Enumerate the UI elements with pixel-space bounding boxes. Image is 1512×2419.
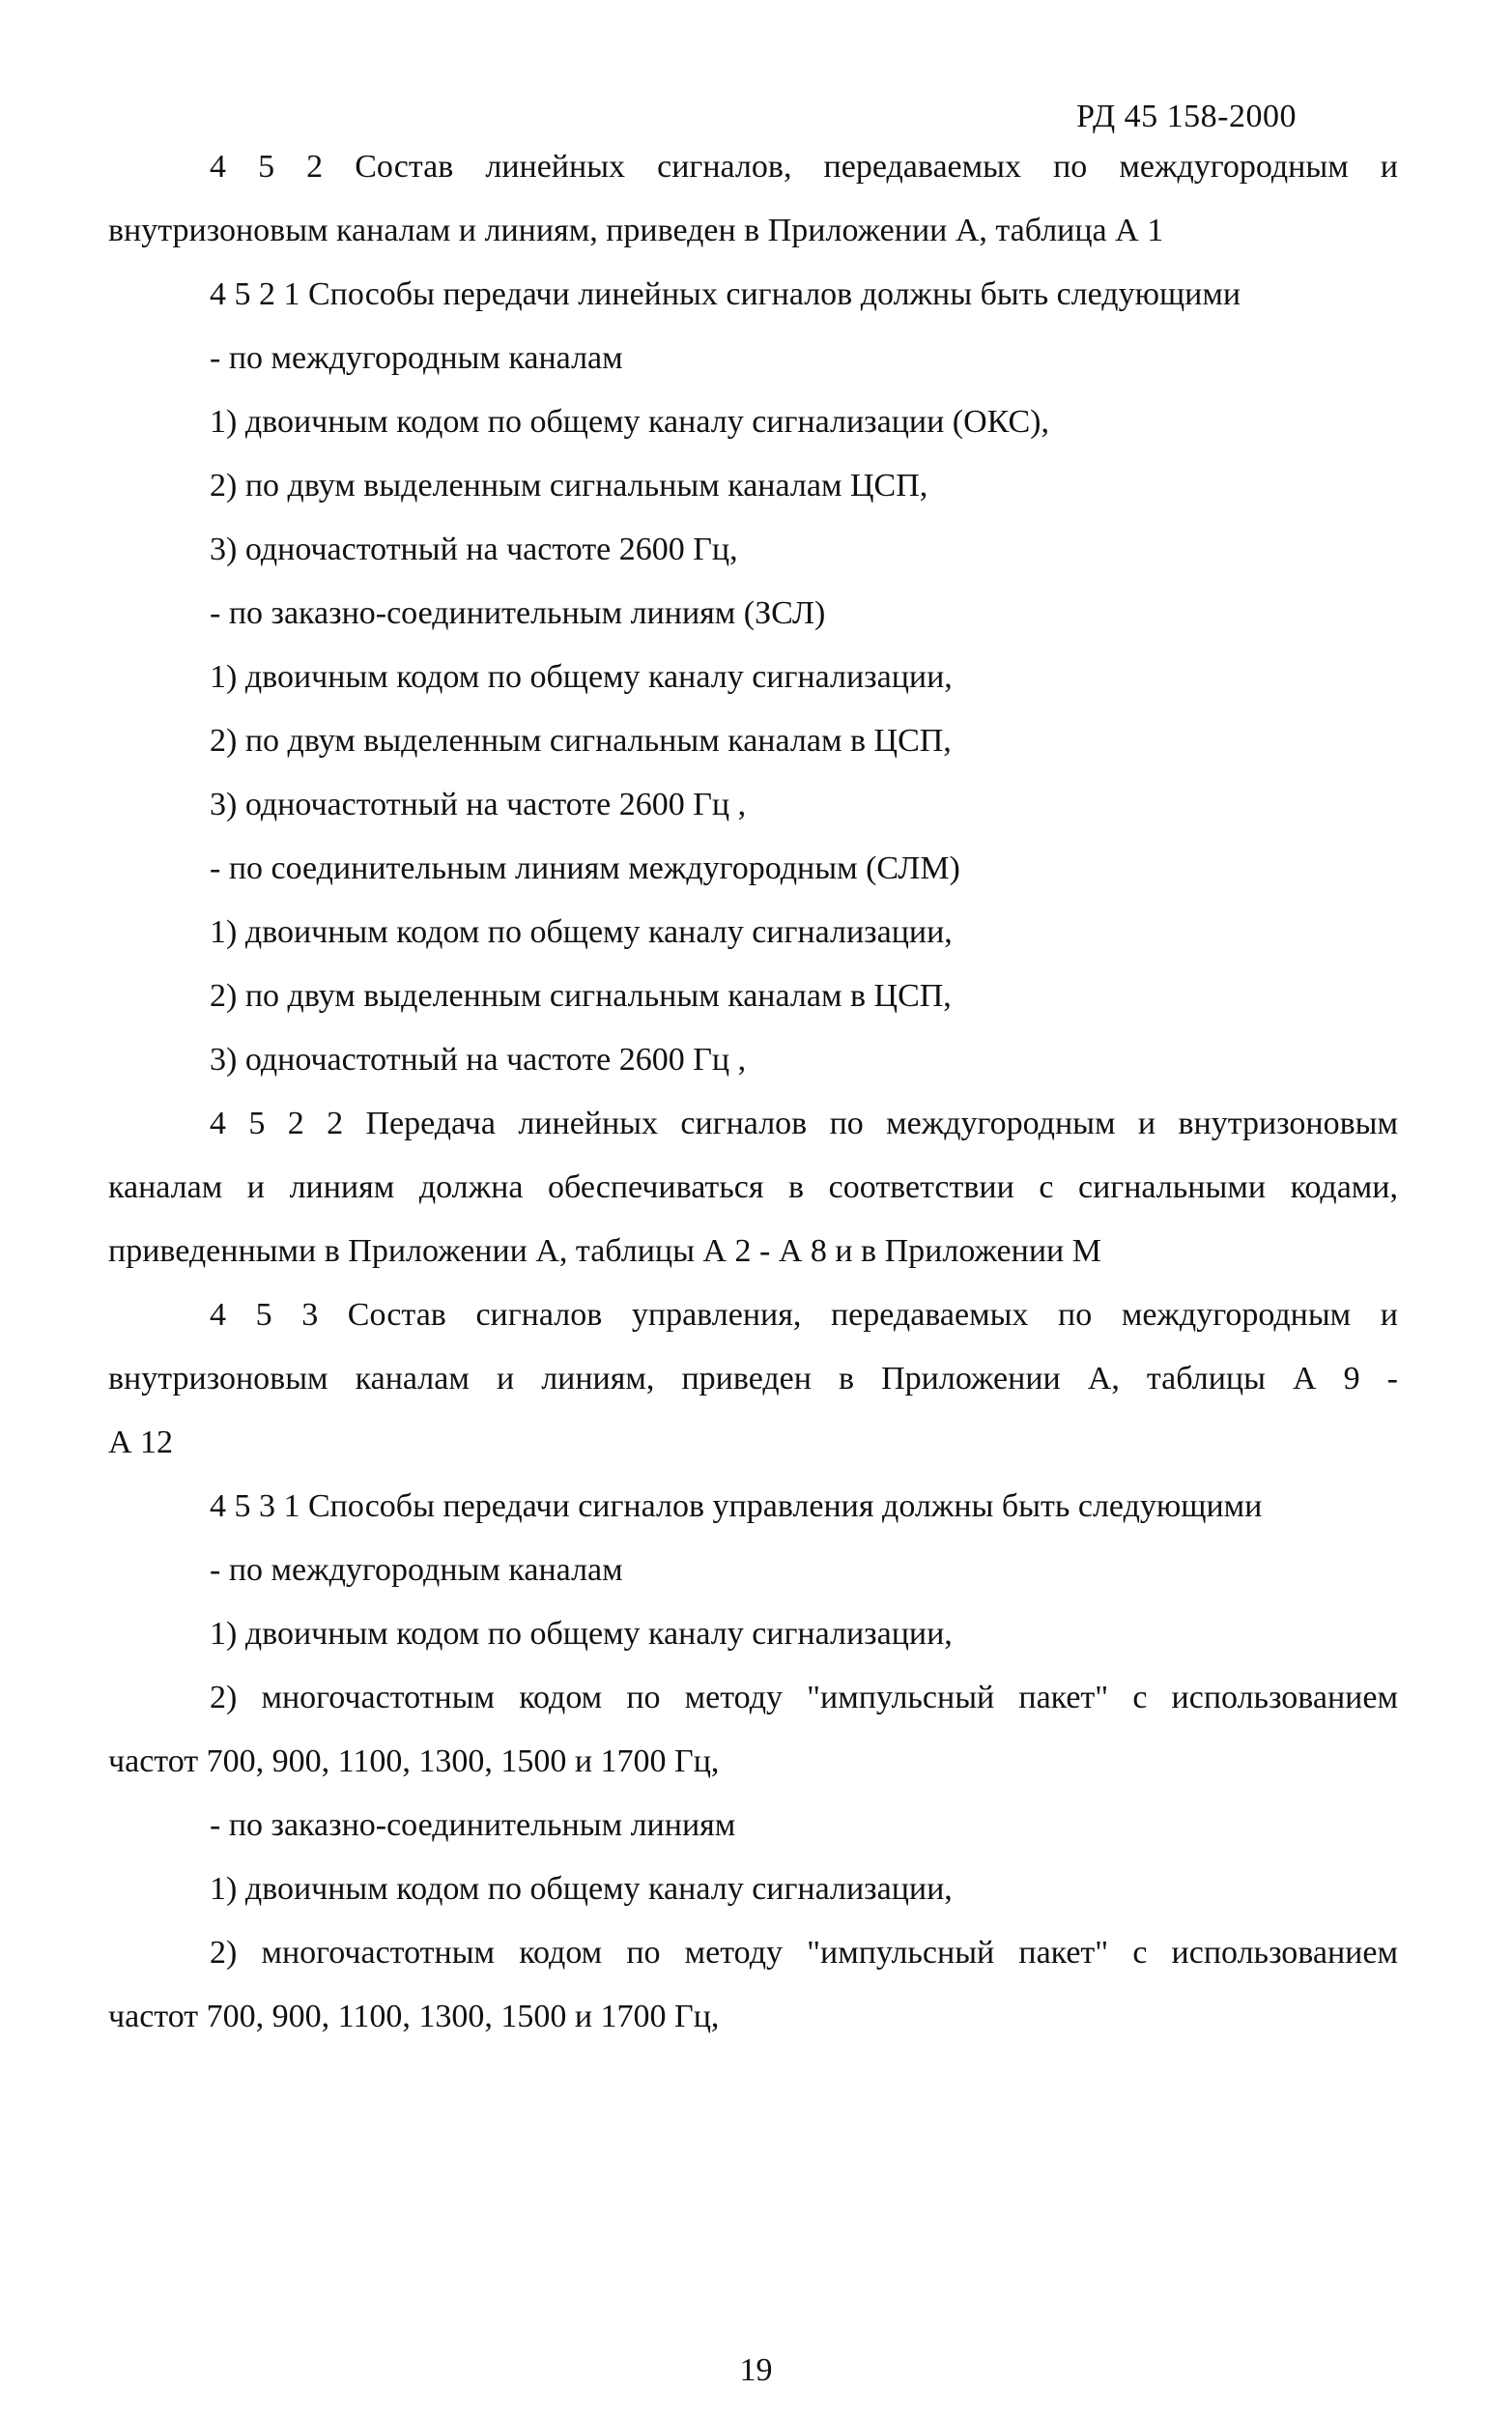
paragraph-4-5-2-2-line-1: 4 5 2 2 Передача линейных сигналов по междугородным и внутризоновым	[210, 1106, 1398, 1141]
paragraph-4-5-2-2-line-3: приведенными в Приложении А, таблицы А 2 - А 8 и в Приложении М	[108, 1233, 1101, 1269]
control-list-intercity-item-2-line-1: 2) многочастотным кодом по методу "импульсный пакет" с использованием	[210, 1680, 1398, 1715]
list-intercity-channels-item-3: 3) одночастотный на частоте 2600 Гц,	[210, 532, 738, 567]
control-list-intercity-item-1: 1) двоичным кодом по общему каналу сигнализации,	[210, 1616, 953, 1652]
control-list-intercity-item-2-line-2: частот 700, 900, 1100, 1300, 1500 и 1700 Гц,	[108, 1743, 720, 1779]
paragraph-4-5-3-line-2: внутризоновым каналам и линиям, приведен в Приложении А, таблицы А 9 -	[108, 1361, 1398, 1397]
control-list-zsl-item-1: 1) двоичным кодом по общему каналу сигнализации,	[210, 1871, 953, 1907]
paragraph-4-5-2-line-2: внутризоновым каналам и линиям, приведен в Приложении А, таблица А 1	[108, 213, 1164, 248]
list-intercity-channels-item-1: 1) двоичным кодом по общему каналу сигнализации (ОКС),	[210, 404, 1049, 440]
control-list-zsl-heading: - по заказно-соединительным линиям	[210, 1807, 736, 1843]
page-number: 19	[739, 2352, 773, 2388]
control-list-zsl-item-2-line-2: частот 700, 900, 1100, 1300, 1500 и 1700 Гц,	[108, 1999, 720, 2034]
paragraph-4-5-3-line-1: 4 5 3 Состав сигналов управления, передаваемых по междугородным и	[210, 1297, 1398, 1333]
paragraph-4-5-3-1: 4 5 3 1 Способы передачи сигналов управления должны быть следующими	[210, 1488, 1263, 1524]
paragraph-4-5-2-2-line-2: каналам и линиям должна обеспечиваться в соответствии с сигнальными кодами,	[108, 1169, 1398, 1205]
list-zsl-item-2: 2) по двум выделенным сигнальным каналам в ЦСП,	[210, 723, 952, 759]
list-zsl-heading: - по заказно-соединительным линиям (ЗСЛ)	[210, 595, 826, 631]
document-code-header: РД 45 158-2000	[1076, 99, 1297, 134]
list-slm-item-2: 2) по двум выделенным сигнальным каналам в ЦСП,	[210, 978, 952, 1014]
control-list-zsl-item-2-line-1: 2) многочастотным кодом по методу "импульсный пакет" с использованием	[210, 1935, 1398, 1971]
list-intercity-channels-heading: - по междугородным каналам	[210, 340, 623, 376]
paragraph-4-5-2-1: 4 5 2 1 Способы передачи линейных сигналов должны быть следующими	[210, 276, 1241, 312]
list-slm-heading: - по соединительным линиям междугородным (СЛМ)	[210, 850, 960, 886]
list-intercity-channels-item-2: 2) по двум выделенным сигнальным каналам ЦСП,	[210, 468, 928, 504]
list-zsl-item-3: 3) одночастотный на частоте 2600 Гц ,	[210, 787, 747, 822]
control-list-intercity-heading: - по междугородным каналам	[210, 1552, 623, 1588]
paragraph-4-5-3-line-3: А 12	[108, 1425, 174, 1460]
document-body	[108, 135, 1398, 2049]
list-zsl-item-1: 1) двоичным кодом по общему каналу сигнализации,	[210, 659, 953, 695]
list-slm-item-1: 1) двоичным кодом по общему каналу сигнализации,	[210, 914, 953, 950]
paragraph-4-5-2-line-1: 4 5 2 Состав линейных сигналов, передаваемых по междугородным и	[210, 149, 1398, 185]
list-slm-item-3: 3) одночастотный на частоте 2600 Гц ,	[210, 1042, 747, 1078]
